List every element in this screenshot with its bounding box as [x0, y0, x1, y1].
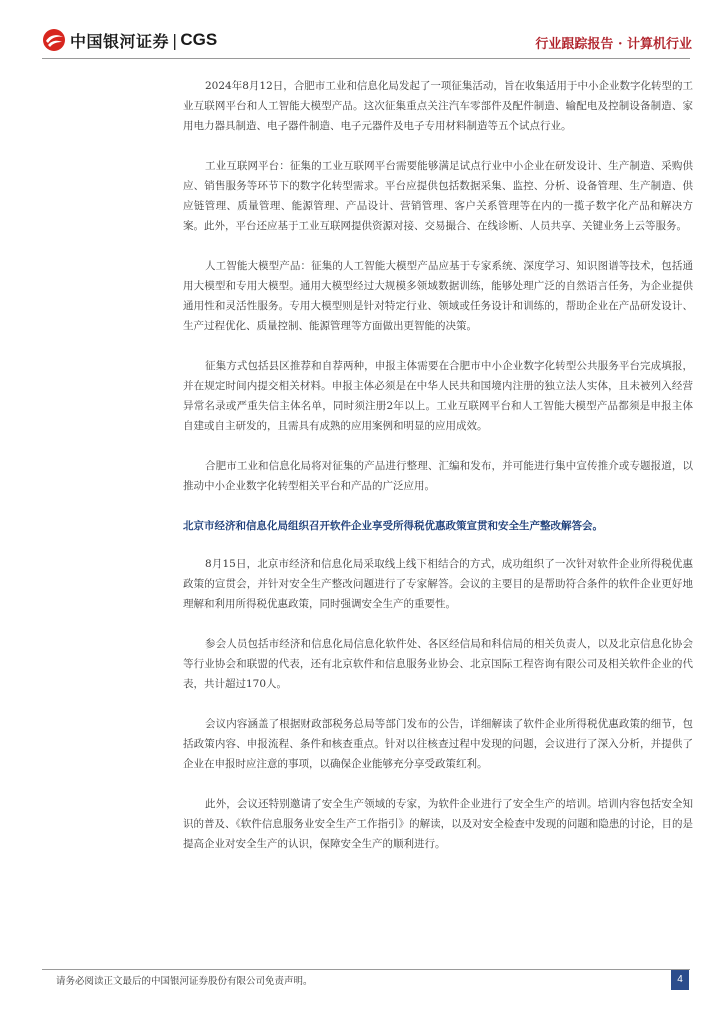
paragraph-6: 8月15日，北京市经济和信息化局采取线上线下相结合的方式，成功组织了一次针对软件企业所得税优惠政策的宣贯会，并针对安全生产整改问题进行了专家解答。会议的主要目的是帮助符合条件的软件企业更好地理解和利用所得税优惠政策，同时强调安全生产的重要性。: [183, 558, 693, 610]
paragraph-4: 征集方式包括县区推荐和自荐两种，申报主体需要在合肥市中小企业数字化转型公共服务平台完成填报，并在规定时间内提交相关材料。申报主体必须是在中华人民共和国境内注册的独立法人实体，且未被列入经营异常名录或严重失信主体名单，同时须注册2年以上。工业互联网平台和人工智能大模型产品都须是申报主体自建或自主研发的，且需具有成熟的应用案例和明显的应用成效。: [183, 360, 693, 432]
paragraph-7: 参会人员包括市经济和信息化局信息化软件处、各区经信局和科信局的相关负责人，以及北京信息化协会等行业协会和联盟的代表，还有北京软件和信息服务业协会、北京国际工程咨询有限公司及相关软件企业的代表，共计超过170人。: [183, 638, 693, 690]
main-content: [183, 76, 693, 874]
paragraph-5: 合肥市工业和信息化局将对征集的产品进行整理、汇编和发布，并可能进行集中宣传推介或专题报道，以推动中小企业数字化转型相关平台和产品的广泛应用。: [183, 460, 693, 492]
paragraph-9: 此外，会议还特别邀请了安全生产领域的专家，为软件企业进行了安全生产的培训。培训内容包括安全知识的普及、《软件信息服务业安全生产工作指引》的解读，以及对安全检查中发现的问题和隐患的讨论，目的是提高企业对安全生产的认识，保障安全生产的顺利进行。: [183, 798, 693, 850]
brand-name: 中国银河证券: [70, 31, 170, 51]
paragraph-8: 会议内容涵盖了根据财政部税务总局等部门发布的公告，详细解读了软件企业所得税优惠政策的细节，包括政策内容、申报流程、条件和核查重点。针对以往核查过程中发现的问题，会议进行了深入分析，并提供了企业在申报时应注意的事项，以确保企业能够充分享受政策红利。: [183, 718, 693, 770]
brand-abbr: CGS: [180, 30, 218, 49]
page-header: [0, 0, 724, 60]
galaxy-logo-icon: [42, 28, 66, 52]
footer-disclaimer: 请务必阅读正文最后的中国银河证券股份有限公司免责声明。: [56, 976, 313, 987]
footer-divider: [42, 969, 690, 970]
report-type-label: 行业跟踪报告 · 计算机行业: [535, 37, 692, 52]
brand-separator: |: [172, 30, 178, 50]
header-divider: [42, 58, 690, 59]
paragraph-2: 工业互联网平台：征集的工业互联网平台需要能够满足试点行业中小企业在研发设计、生产制造、采购供应、销售服务等环节下的数字化转型需求。平台应提供包括数据采集、监控、分析、设备管理、生产制造、供应链管理、质量管理、能源管理、产品设计、营销管理、客户关系管理等在内的一揽子数字化产品和解决方案。此外，平台还应基于工业互联网提供资源对接、交易撮合、在线诊断、人员共享、关键业务上云等服务。: [183, 160, 693, 232]
section-heading: 北京市经济和信息化局组织召开软件企业享受所得税优惠政策宣贯和安全生产整改解答会。: [183, 520, 603, 532]
paragraph-1: 2024年8月12日，合肥市工业和信息化局发起了一项征集活动，旨在收集适用于中小企业数字化转型的工业互联网平台和人工智能大模型产品。这次征集重点关注汽车零部件及配件制造、输配电及控制设备制造、家用电力器具制造、电子器件制造、电子元器件及电子专用材料制造等五个试点行业。: [183, 80, 693, 132]
paragraph-3: 人工智能大模型产品：征集的人工智能大模型产品应基于专家系统、深度学习、知识图谱等技术，包括通用大模型和专用大模型。通用大模型经过大规模多领域数据训练，能够处理广泛的自然语言任务，为企业提供通用性和灵活性服务。专用大模型则是针对特定行业、领域或任务设计和训练的，帮助企业在产品研发设计、生产过程优化、质量控制、能源管理等方面做出更智能的决策。: [183, 260, 693, 332]
brand-logo: [42, 28, 217, 52]
page-number: 4: [671, 970, 689, 990]
